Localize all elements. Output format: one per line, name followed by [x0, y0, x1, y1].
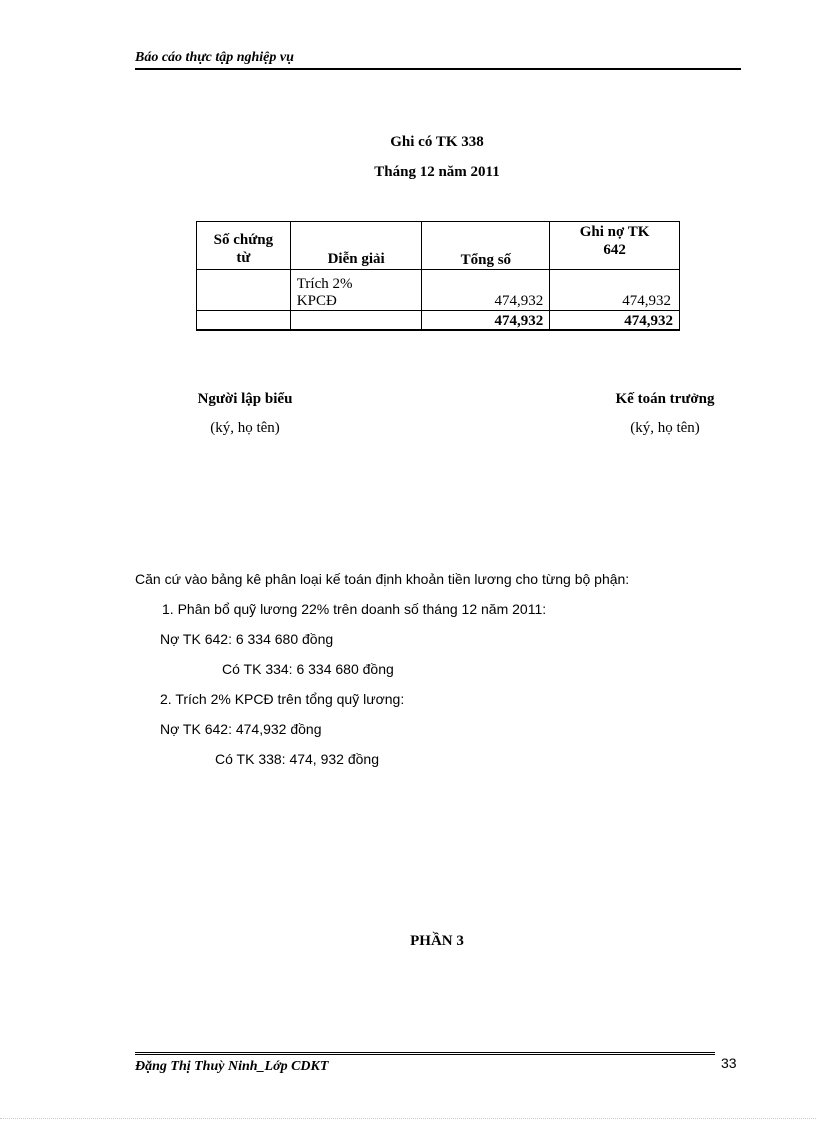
header-so-chung-tu-line1: Số chứng — [213, 232, 274, 248]
header-so-chung-tu-line2: từ — [236, 250, 251, 266]
body-item-2: 2. Trích 2% KPCĐ trên tổng quỹ lương: — [160, 691, 405, 707]
page-subtitle: Tháng 12 năm 2011 — [374, 164, 500, 180]
signature-preparer — [170, 391, 320, 437]
header-text: Báo cáo thực tập nghiệp vụ — [135, 50, 294, 65]
total-ghi-no: 474,932 — [550, 311, 680, 331]
cell-tong-so: 474,932 — [422, 270, 550, 311]
header-ghi-no — [550, 222, 680, 270]
body-intro: Căn cứ vào bảng kê phân loại kế toán định khoản tiền lương cho từng bộ phận: — [135, 571, 630, 587]
signature-preparer-note: (ký, họ tên) — [210, 420, 280, 436]
table-row — [197, 270, 680, 311]
cell-dien-giai-line2: KPCĐ — [296, 293, 337, 309]
table-header-row — [197, 222, 680, 270]
header-ghi-no-line1: Ghi nợ TK — [579, 224, 650, 240]
body-item-1-debit: Nợ TK 642: 6 334 680 đồng — [160, 631, 334, 647]
footer-author: Đặng Thị Thuỳ Ninh_Lớp CDKT — [135, 1059, 329, 1074]
page-title: Ghi có TK 338 — [390, 134, 484, 150]
total-empty-1 — [197, 311, 291, 331]
table-total-row — [197, 311, 680, 331]
header-so-chung-tu — [197, 222, 291, 270]
signature-chief-accountant-note: (ký, họ tên) — [630, 420, 700, 436]
total-empty-2 — [290, 311, 422, 331]
cell-dien-giai — [290, 270, 422, 311]
body-item-2-debit: Nợ TK 642: 474,932 đồng — [160, 721, 322, 737]
body-item-1: 1. Phân bổ quỹ lương 22% trên doanh số tháng 12 năm 2011: — [162, 601, 547, 617]
header-ghi-no-line2: 642 — [603, 242, 626, 258]
page-bottom-divider — [0, 1118, 816, 1119]
cell-dien-giai-line1: Trích 2% — [296, 276, 353, 292]
signature-chief-accountant — [585, 391, 745, 437]
page-number: 33 — [721, 1055, 737, 1071]
header-tong-so: Tổng số — [422, 222, 550, 270]
body-item-1-credit: Có TK 334: 6 334 680 đồng — [222, 661, 394, 677]
section-heading: PHẦN 3 — [410, 933, 464, 949]
signature-chief-accountant-title: Kế toán trưởng — [615, 391, 715, 407]
header-dien-giai: Diễn giải — [290, 222, 422, 270]
footer-rule — [135, 1052, 715, 1055]
total-tong-so: 474,932 — [422, 311, 550, 331]
cell-ghi-no: 474,932 — [550, 270, 680, 311]
ledger-table — [196, 221, 680, 331]
signature-preparer-title: Người lập biểu — [197, 391, 293, 407]
cell-so-chung-tu — [197, 270, 291, 311]
page-header — [135, 50, 741, 70]
body-item-2-credit: Có TK 338: 474, 932 đồng — [215, 751, 379, 767]
